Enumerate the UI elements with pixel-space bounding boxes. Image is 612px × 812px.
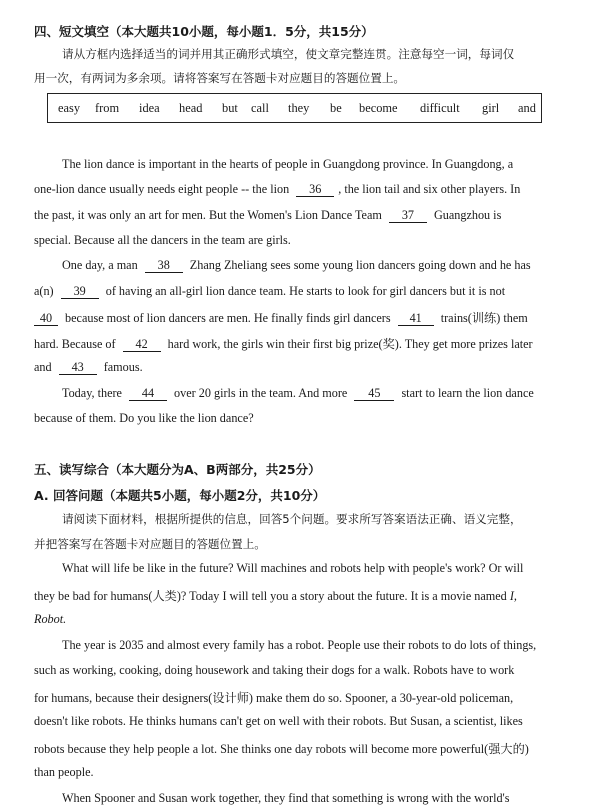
passage-1-text: hard. Because of [34,337,116,351]
blank-38[interactable]: 38 [145,259,183,273]
passage-1-line: because of them. Do you like the lion dance? [34,411,254,425]
blank-43[interactable]: 43 [59,361,97,375]
word-bank-item: from [95,101,120,115]
word-bank-item: easy [58,101,81,115]
passage-2-line: than people. [34,765,94,779]
section-4-instructions-line-2: 用一次，有两词为多余项。请将答案写在答题卡对应题目的答题位置上。 [34,71,406,85]
movie-title-part: Robot. [34,612,67,626]
passage-1-text: famous. [103,360,143,374]
passage-1-text: and [34,360,52,374]
passage-1-text: because most of lion dancers are men. He finally finds girl dancers [65,311,391,325]
word-bank-item: become [359,101,398,115]
passage-2-line: such as working, cooking, doing housework and taking their dogs for a walk. Robots have to work [34,663,515,677]
passage-2-text: they be bad for humans(人类)? Today I will tell you a story about the future. It is a movie named [34,589,507,603]
passage-1-text: , the lion tail and six other players. In [338,182,521,196]
passage-2-line [34,587,517,604]
passage-1-line [62,258,531,273]
passage-1-line [34,208,501,223]
blank-37[interactable]: 37 [389,209,427,223]
word-bank-item: and [518,101,536,115]
passage-2-line: robots because they help people a lot. She thinks one day robots will become more powerful(强大的) [34,742,529,756]
passage-1-text: the past, it was only an art for men. But the Women's Lion Dance Team [34,208,382,222]
passage-1-text: one-lion dance usually needs eight people -- the lion [34,182,290,196]
passage-1-text: Guangzhou is [433,208,502,222]
section-5-heading: 五、读写综合（本大题分为A、B两部分，共25分） [34,462,321,477]
passage-2-line: What will life be like in the future? Will machines and robots help with people's work? Or will [62,561,524,575]
word-bank-item: but [222,101,238,115]
blank-45[interactable]: 45 [354,387,394,401]
word-bank-item: be [330,101,342,115]
passage-1-text: trains(训练) them [440,311,528,325]
passage-2-line: for humans, because their designers(设计师) make them do so. Spooner, a 30-year-old policeman, [34,691,514,705]
passage-1-text: Zhang Zheliang sees some young lion dancers going down and he has [189,258,531,272]
passage-1-line [34,182,520,197]
section-5-instructions-line-1: 请阅读下面材料，根据所提供的信息，回答5个问题。要求所写答案语法正确、语义完整， [62,512,522,526]
blank-42[interactable]: 42 [123,338,161,352]
word-bank-item: head [179,101,203,115]
section-4-instructions-line-1: 请从方框内选择适当的词并用其正确形式填空，使文章完整连贯。注意每空一词，每词仅 [62,47,515,61]
section-4-heading: 四、短文填空（本大题共10小题，每小题1．5分，共15分） [34,24,374,39]
passage-1-text: start to learn the lion dance [401,386,534,400]
blank-39[interactable]: 39 [61,285,99,299]
passage-2-line: When Spooner and Susan work together, they find that something is wrong with the world's [62,791,510,805]
passage-1-line [34,360,143,375]
passage-1-line [34,309,528,326]
blank-44[interactable]: 44 [129,387,167,401]
blank-41[interactable]: 41 [398,312,434,326]
passage-2-line: The year is 2035 and almost every family has a robot. People use their robots to do lots of things, [62,638,537,652]
word-bank-item: difficult [420,101,460,115]
passage-1-text: Today, there [62,386,122,400]
passage-1-text: of having an all-girl lion dance team. He starts to look for girl dancers but it is not [105,284,506,298]
word-bank-item: they [288,101,310,115]
passage-2-line [34,612,66,627]
movie-title-part: I, [509,589,517,603]
word-bank-item: girl [482,101,500,115]
passage-1-text: One day, a man [62,258,138,272]
passage-1-line: special. Because all the dancers in the team are girls. [34,233,291,247]
passage-1-line: The lion dance is important in the hearts of people in Guangdong province. In Guangdong, a [62,157,514,171]
part-a-heading: A. 回答问题（本题共5小题，每小题2分，共10分） [34,488,326,503]
passage-1-line [34,335,533,352]
word-bank-box [47,93,542,123]
word-bank-item: call [251,101,269,115]
word-bank-item: idea [139,101,160,115]
passage-1-text: hard work, the girls win their first big prize(奖). They get more prizes later [167,337,533,351]
section-5-instructions-line-2: 并把答案写在答题卡对应题目的答题位置上。 [34,537,266,551]
passage-1-line [34,284,505,299]
passage-1-text: over 20 girls in the team. And more [174,386,348,400]
blank-40[interactable]: 40 [34,312,58,326]
blank-36[interactable]: 36 [296,183,334,197]
passage-1-line [62,386,534,401]
passage-2-line: doesn't like robots. He thinks humans can't get on well with their robots. But Susan, a scientist, likes [34,714,523,728]
passage-1-text: a(n) [34,284,54,298]
